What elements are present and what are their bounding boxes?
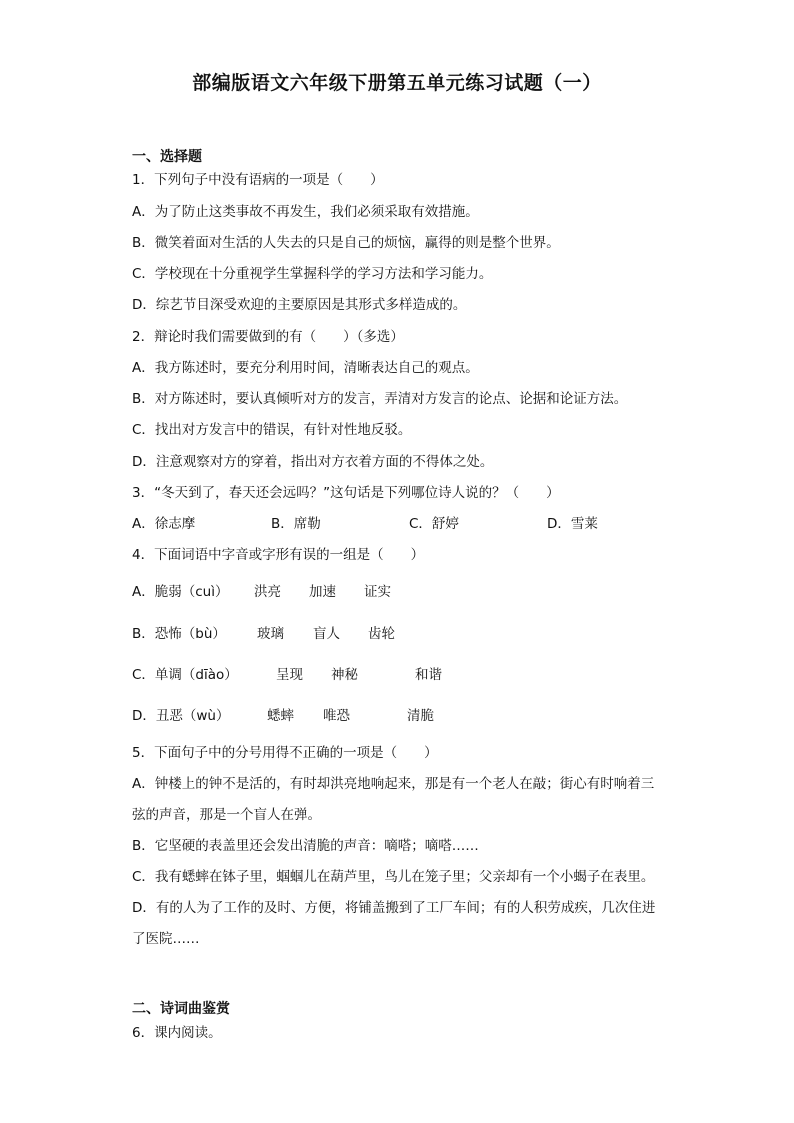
question-2-option-d: D．注意观察对方的穿着，指出对方衣着方面的不得体之处。 [132,454,494,470]
option-c-word-2: 神秘 [331,667,358,683]
option-b-word-3: 齿轮 [368,626,395,642]
option-c-label: C．单调（dīào） [132,667,238,683]
option-b-word-2: 盲人 [313,626,340,642]
option-d-label: D．丑恶（wù） [132,708,230,724]
question-5-option-c: C．我有蟋蟀在钵子里，蝈蝈儿在葫芦里，鸟儿在笼子里；父亲却有一个小蝎子在表里。 [132,869,655,885]
question-1-option-a: A．为了防止这类事故不再发生，我们必须采取有效措施。 [132,204,479,220]
option-c-word-3: 和谐 [415,667,442,683]
question-1-stem: 1．下列句子中没有语病的一项是（ ） [132,172,384,188]
page-title: 部编版语文六年级下册第五单元练习试题（一） [192,72,602,94]
question-3-option-b: B．席勒 [271,516,321,532]
option-d-word-3: 清脆 [407,708,434,724]
question-1-option-c: C．学校现在十分重视学生掌握科学的学习方法和学习能力。 [132,266,493,282]
question-2-option-b: B．对方陈述时，要认真倾听对方的发言，弄清对方发言的论点、论据和论证方法。 [132,391,628,407]
question-3-option-d: D．雪莱 [547,516,598,532]
option-a-word-1: 洪亮 [254,584,281,600]
question-5-option-d: D．有的人为了工作的及时、方便，将铺盖搬到了工厂车间；有的人积劳成疾，几次住进了医院…… [132,900,656,947]
question-2-option-a: A．我方陈述时，要充分利用时间，清晰表达自己的观点。 [132,360,479,376]
question-1-option-b: B．微笑着面对生活的人失去的只是自己的烦恼，赢得的则是整个世界。 [132,235,560,251]
question-5-option-b: B．它坚硬的表盖里还会发出清脆的声音：嘀嗒；嘀嗒…… [132,838,479,854]
question-6-stem: 6．课内阅读。 [132,1025,222,1041]
question-5-stem: 5．下面句子中的分号用得不正确的一项是（ ） [132,745,438,761]
question-3-option-a: A．徐志摩 [132,516,196,532]
option-b-label: B．恐怖（bù） [132,626,226,642]
option-d-word-2: 唯恐 [323,708,350,724]
option-a-word-2: 加速 [309,584,336,600]
option-a-word-3: 证实 [364,584,391,600]
section-heading-choice: 一、选择题 [132,149,202,165]
question-4-stem: 4．下面词语中字音或字形有误的一组是（ ） [132,547,425,563]
option-a-label: A．脆弱（cuì） [132,584,229,600]
section-heading-poetry: 二、诗词曲鉴赏 [132,1001,230,1017]
option-d-word-1: 蟋蟀 [267,708,294,724]
option-c-word-1: 呈现 [276,667,303,683]
question-2-option-c: C．找出对方发言中的错误，有针对性地反驳。 [132,422,412,438]
question-5-option-a: A．钟楼上的钟不是活的，有时却洪亮地响起来，那是有一个老人在敲；街心有时响着三弦的声音，那是一个盲人在弹。 [132,776,655,823]
question-3-option-c: C．舒婷 [409,516,459,532]
question-1-option-d: D．综艺节目深受欢迎的主要原因是其形式多样造成的。 [132,297,467,313]
question-2-stem: 2．辩论时我们需要做到的有（ ）（多选） [132,329,404,345]
option-b-word-1: 玻璃 [257,626,284,642]
question-3-stem: 3．“冬天到了，春天还会远吗？”这句话是下列哪位诗人说的？（ ） [132,485,560,501]
